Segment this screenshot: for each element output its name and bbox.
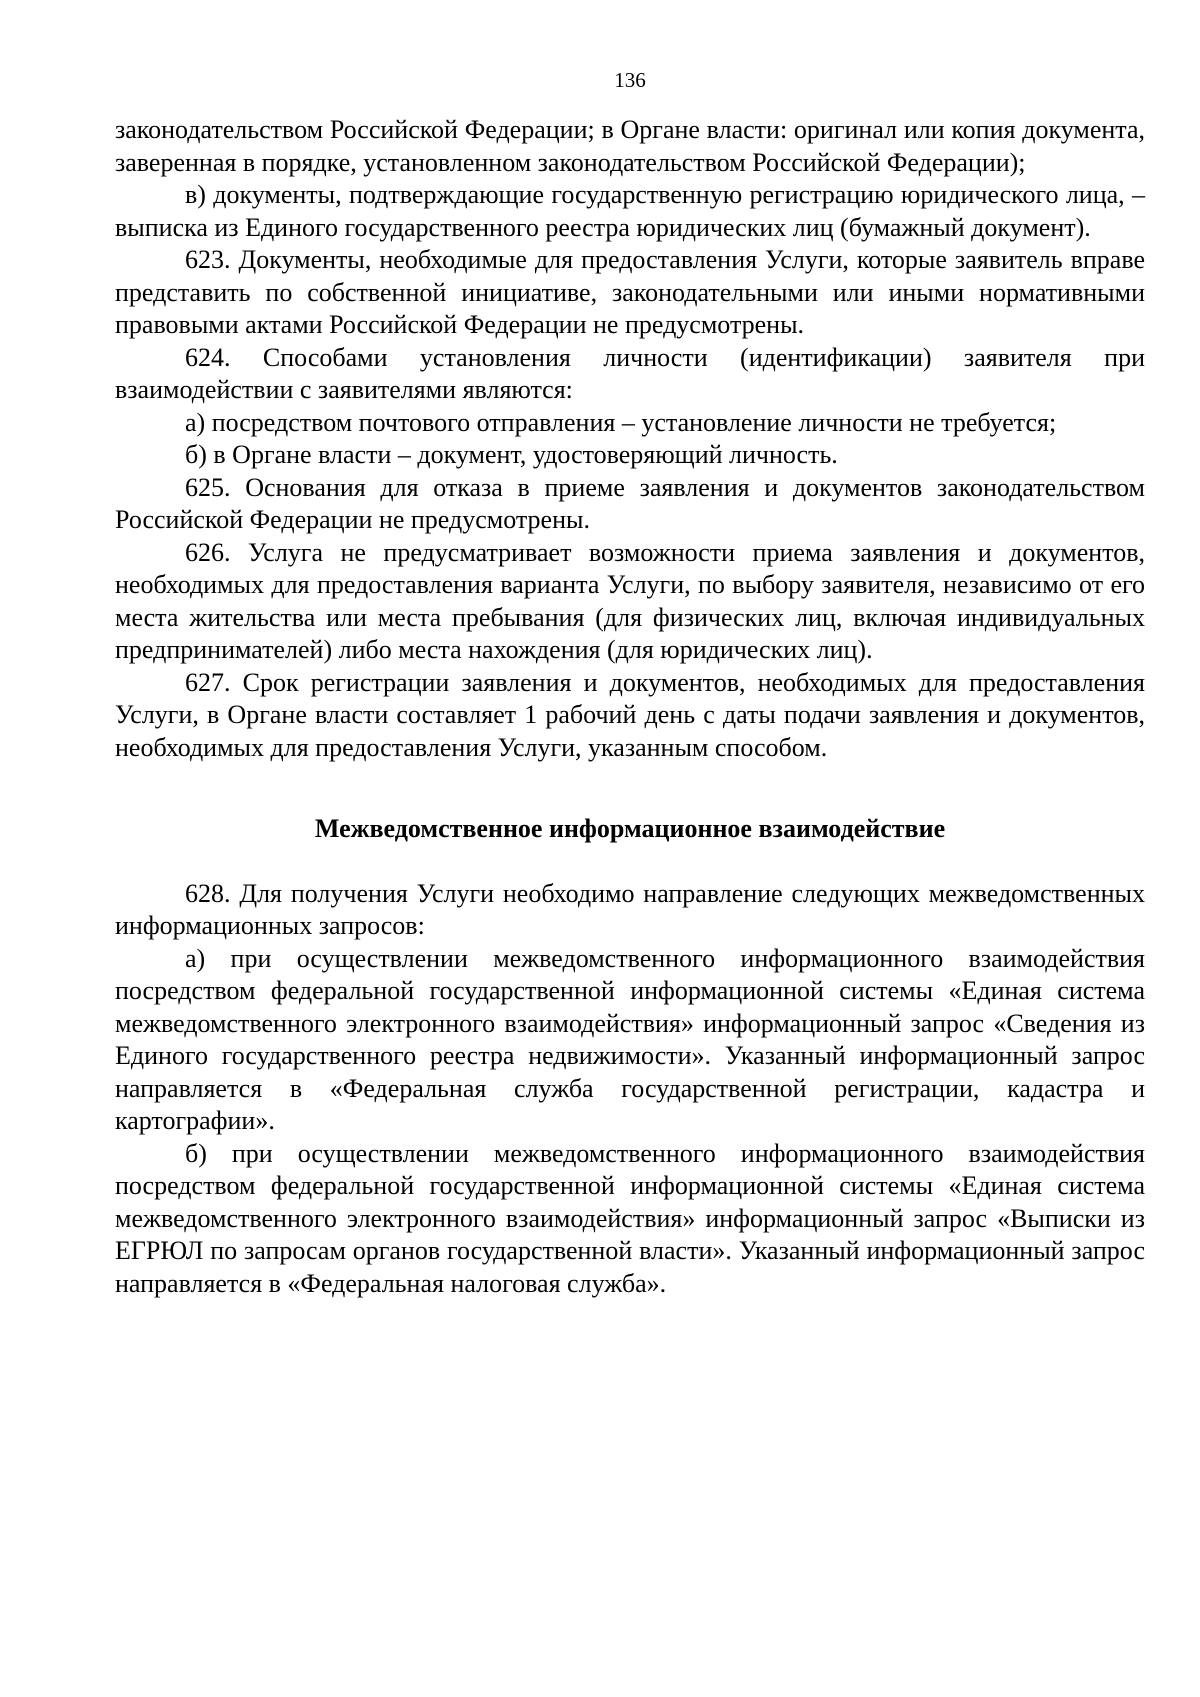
paragraph-624: 624. Способами установления личности (идентификации) заявителя при взаимодействии с заявителями являются: — [115, 342, 1145, 404]
paragraph-continuation: законодательством Российской Федерации; в Органе власти: оригинал или копия документа, заверенная в порядке, установленном законодательством Российской Федерации); — [115, 115, 1145, 177]
spacer — [115, 846, 1145, 878]
paragraph-625: 625. Основания для отказа в приеме заявления и документов законодательством Российской Федерации не предусмотрены. — [115, 472, 1145, 534]
paragraph-626: 626. Услуга не предусматривает возможности приема заявления и документов, необходимых для предоставления варианта Услуги, по выбору заявителя, независимо от его места жительства или места пребывания (для физических лиц, включая индивидуальных предпринимателей) либо места нахождения (для юридических лиц). — [115, 537, 1145, 664]
paragraph-623: 623. Документы, необходимые для предоставления Услуги, которые заявитель вправе представить по собственной инициативе, законодательными или иными нормативными правовыми актами Российской Федерации не предусмотрены. — [115, 245, 1145, 339]
paragraph-627: 627. Срок регистрации заявления и документов, необходимых для предоставления Услуги, в Органе власти составляет 1 рабочий день с даты подачи заявления и документов, необходимых для предоставления Услуги, указанным способом. — [115, 667, 1145, 762]
paragraph-628-item-a: а) при осуществлении межведомственного информационного взаимодействия посредством федеральной государственной информационной системы «Единая система межведомственного электронного взаимодействия» информационный запрос «Сведения из Единого государственного реестра недвижимости». Указанный информационный запрос направляется в «Федеральная служба государственной регистрации, кадастра и картографии». — [115, 943, 1145, 1135]
spacer — [115, 764, 1145, 813]
page-number: 136 — [614, 68, 646, 92]
paragraph-628: 628. Для получения Услуги необходимо направление следующих межведомственных информационных запросов: — [115, 878, 1145, 940]
paragraph-item-v: в) документы, подтверждающие государственную регистрацию юридического лица, – выписка из Единого государственного реестра юридических лиц (бумажный документ). — [115, 180, 1145, 242]
document-body — [115, 114, 1145, 1300]
section-heading: Межведомственное информационное взаимодействие — [314, 814, 946, 843]
paragraph-628-item-b: б) при осуществлении межведомственного информационного взаимодействия посредством федеральной государственной информационной системы «Единая система межведомственного электронного взаимодействия» информационный запрос «Выписки из ЕГРЮЛ по запросам органов государственной власти». Указанный информационный запрос направляется в «Федеральная налоговая служба». — [115, 1138, 1145, 1298]
paragraph-624-item-b: б) в Органе власти – документ, удостоверяющий личность. — [185, 440, 838, 469]
paragraph-624-item-a: а) посредством почтового отправления – установление личности не требуется; — [185, 407, 1057, 437]
